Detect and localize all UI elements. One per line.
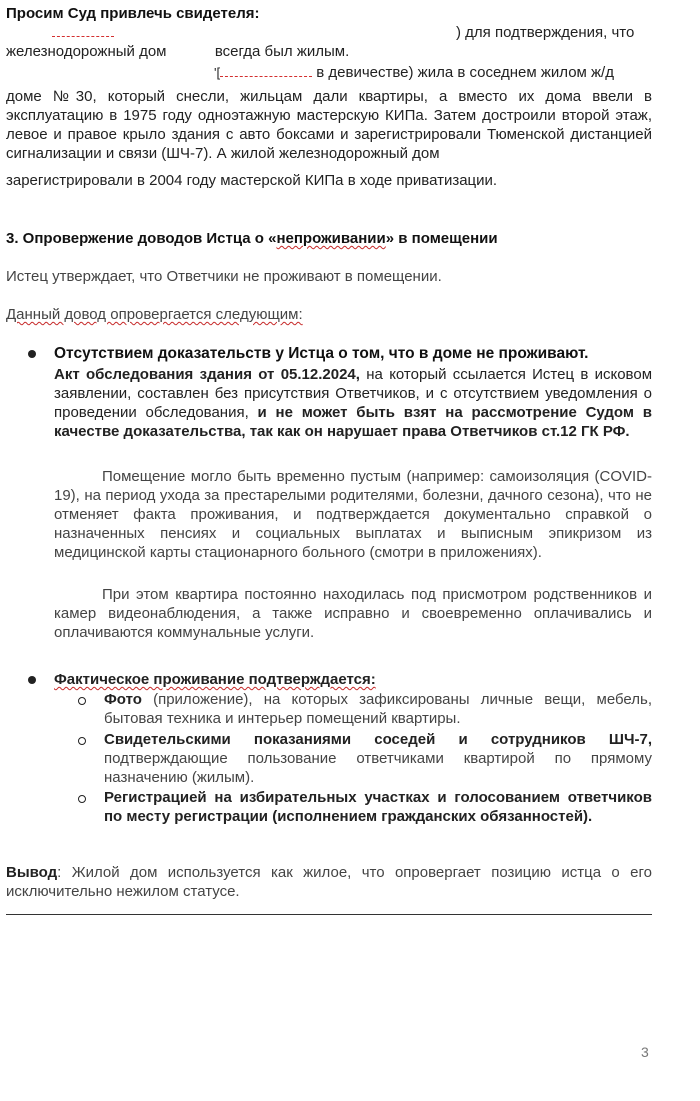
bullet-marker [28,676,36,684]
conclusion: Вывод: Жилой дом используется как жилое, что опровергает позицию истца о его исключительно нежилом статусе. [6,864,652,900]
sub-bullet-marker [78,795,86,803]
bullet2-heading: Фактическое проживание подтверждается: [54,671,376,688]
bullet2-item-2: Свидетельскими показаниями соседей и сотрудников ШЧ-7, подтверждающие пользование ответчиками квартирой по прямому назначению (жилым). [104,731,652,786]
request-body-end: зарегистрировали в 2004 году мастерской КИПа в ходе приватизации. [6,172,498,189]
redacted-name [52,24,114,37]
bullet2-item-1: Фото (приложение), на которых зафиксированы личные вещи, мебель, бытовая техника и интерьер помещений квартиры. [104,691,652,727]
bullet-marker [28,350,36,358]
sub-bullet-marker [78,697,86,705]
document-page: Просим Суд привлечь свидетеля: ) для подтверждения, что железнодорожный дом всегда был жилым. '[ в девичестве) жила в соседнем жилом ж/д доме №30, который снесли, жильцам дали квартиры, а вместо их дома ввели в эксплуатацию в 1975 году одноэтажную мастерскую КИПа. Затем достроили второй этаж, левое и правое крыло здания с авто боксами и зарегистрировали Тюменской дистанцией сигнализации и связи (ШЧ-7). А жилой железнодорожный дом зарегистрировали в 2004 году мастерской КИПа в ходе приватизации. 3. Опровержение доводов Истца о «непроживании» в помещении Истец утверждает, что Ответчики не проживают в помещении. Данный довод опровергается следующим: Отсутствием доказательств у Истца о том, что в доме не проживают. Акт обследования здания от 05.12.2024, на который ссылается Истец в исковом заявлении, составлен без присутствия Ответчиков, и с отсутствием уведомления о проведении обследования, и не может быть взят на рассмотрение Судом в качестве доказательства, так как он нарушает права Ответчиков ст.12 ГК РФ. Помещение могло быть временно пустым (например: самоизоляция (COVID-19), на период ухода за престарелыми родителями, болезни, дачного сезона), что не отменяет факта проживания, и подтверждается документально справкой о назначенных пенсиях и социальных выплатах и выписным эпикризом из медицинской карты стационарного больного (смотри в приложениях). При этом квартира постоянно находилась под присмотром родственников и камер видеонаблюдения, а также исправно и своевременно оплачивались и оплачиваются коммунальные услуги. Фактическое проживание подтверждается: Фото (приложение), на которых зафиксированы личные вещи, мебель, бытовая техника и интерьер помещений квартиры. Свидетельскими показаниями соседей и сотрудников ШЧ-7, подтверждающие пользование ответчиками квартирой по прямому назначению (жилым). Регистрацией на избирательных участках и голосованием ответчиков по месту регистрации (исполнением гражданских обязанностей). Вывод: Жилой дом используется как жилое, что опровергает позицию истца о его исключительно нежилом статусе. 3 [6,5,653,1060]
bullet2-item-3: Регистрацией на избирательных участках и голосованием ответчиков по месту регистрации (исполнением гражданских обязанностей). [104,789,652,825]
bullet1-para3: При этом квартира постоянно находилась под присмотром родственников и камер видеонаблюдения, а также исправно и своевременно оплачивались и оплачиваются коммунальные услуги. [54,586,652,641]
request-line-1: ) для подтверждения, что [6,23,652,42]
claim-text: Истец утверждает, что Ответчики не проживают в помещении. [6,268,442,285]
bullet1-para2: Помещение могло быть временно пустым (например: самоизоляция (COVID-19), на период ухода за престарелыми родителями, болезни, дачного сезона), что не отменяет факта проживания, и подтверждается документально справкой о назначенных пенсиях и социальных выплатах и выписным эпикризом из медицинской карты стационарного больного (смотри в приложениях). [54,468,652,561]
rebuttal-text: Данный довод опровергается следующим: [6,306,303,323]
sub-bullet-marker [78,737,86,745]
request-line-2: железнодорожный дом всегда был жилым. [6,43,350,60]
section-title: 3. Опровержение доводов Истца о «непроживании» в помещении [6,230,498,247]
request-body: доме №30, который снесли, жильцам дали квартиры, а вместо их дома ввели в эксплуатацию в 1975 году одноэтажную мастерскую КИПа. Затем достроили второй этаж, левое и правое крыло здания с авто боксами и зарегистрировали Тюменской дистанцией сигнализации и связи (ШЧ-7). А жилой железнодорожный дом [6,88,652,162]
request-heading: Просим Суд привлечь свидетеля: [6,5,260,22]
bullet1-act: Акт обследования здания от 05.12.2024, на который ссылается Истец в исковом заявлении, составлен без присутствия Ответчиков, и с отсутствием уведомления о проведении обследования, и не может быть взят на рассмотрение Судом в качестве доказательства, так как он нарушает права Ответчиков ст.12 ГК РФ. [54,366,653,440]
page-number: 3 [641,1044,649,1060]
redacted-maiden-name [220,64,312,77]
divider-line [6,914,652,915]
bullet1-heading: Отсутствием доказательств у Истца о том, что в доме не проживают. [54,345,589,362]
